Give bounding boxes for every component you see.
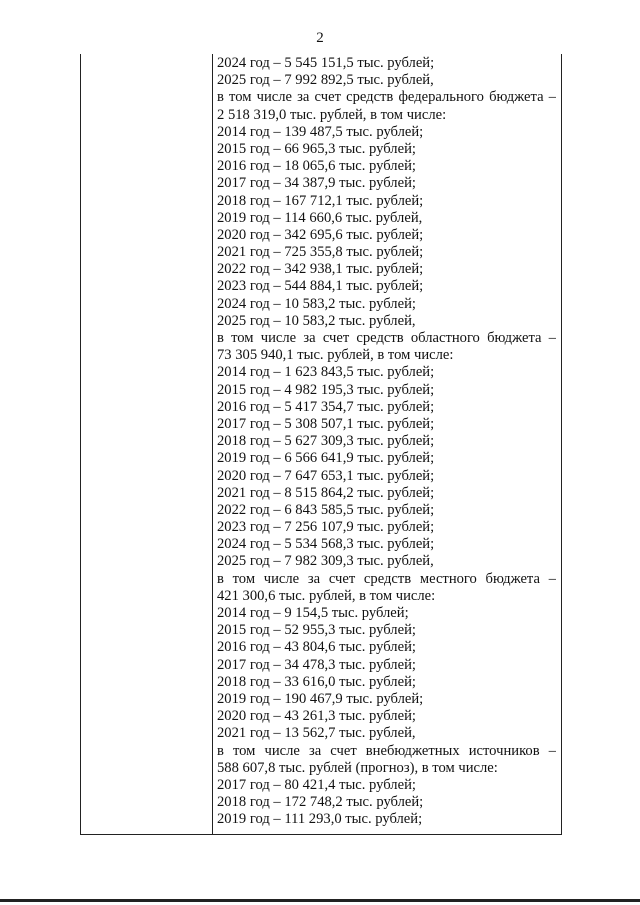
text-line: 2019 год – 6 566 641,9 тыс. рублей; bbox=[217, 450, 435, 467]
text-line: 2017 год – 80 421,4 тыс. рублей; bbox=[217, 776, 416, 793]
text-line: 2015 год – 4 982 195,3 тыс. рублей; bbox=[217, 381, 435, 398]
text-line: в том числе за счет средств областного бюджета – bbox=[217, 330, 556, 346]
text-line: 2020 год – 342 695,6 тыс. рублей; bbox=[217, 226, 424, 243]
text-line: 2025 год – 7 982 309,3 тыс. рублей, bbox=[217, 553, 434, 570]
text-line: 2015 год – 66 965,3 тыс. рублей; bbox=[217, 140, 416, 157]
text-line: 2016 год – 18 065,6 тыс. рублей; bbox=[217, 158, 416, 175]
text-line: 2014 год – 139 487,5 тыс. рублей; bbox=[217, 123, 424, 140]
text-line: 2024 год – 5 545 151,5 тыс. рублей; bbox=[217, 55, 435, 71]
text-line: 2018 год – 172 748,2 тыс. рублей; bbox=[217, 794, 424, 811]
text-line: 2 518 319,0 тыс. рублей, в том числе: bbox=[217, 106, 447, 123]
text-line: 2020 год – 7 647 653,1 тыс. рублей; bbox=[217, 467, 435, 484]
text-line: 2017 год – 34 478,3 тыс. рублей; bbox=[217, 656, 416, 673]
text-line: 421 300,6 тыс. рублей, в том числе: bbox=[217, 587, 436, 604]
text-line: 2018 год – 33 616,0 тыс. рублей; bbox=[217, 673, 416, 690]
text-line: 2023 год – 544 884,1 тыс. рублей; bbox=[217, 278, 424, 295]
text-line: 588 607,8 тыс. рублей (прогноз), в том числе: bbox=[217, 759, 498, 776]
text-line: в том числе за счет средств местного бюджета – bbox=[217, 570, 556, 587]
text-line: 2025 год – 10 583,2 тыс. рублей, bbox=[217, 312, 416, 329]
page-number: 2 bbox=[316, 30, 324, 46]
text-line: 2018 год – 5 627 309,3 тыс. рублей; bbox=[217, 433, 435, 450]
text-line: 2024 год – 5 534 568,3 тыс. рублей; bbox=[217, 536, 435, 553]
column-divider bbox=[212, 54, 213, 834]
text-line: 2021 год – 8 515 864,2 тыс. рублей; bbox=[217, 484, 435, 501]
text-line: 2014 год – 1 623 843,5 тыс. рублей; bbox=[217, 364, 435, 381]
text-line: 2015 год – 52 955,3 тыс. рублей; bbox=[217, 622, 416, 639]
text-line: 2024 год – 10 583,2 тыс. рублей; bbox=[217, 295, 416, 312]
text-line: в том числе за счет внебюджетных источников – bbox=[217, 742, 556, 759]
text-line: 2020 год – 43 261,3 тыс. рублей; bbox=[217, 708, 416, 725]
text-line: в том числе за счет средств федерального бюджета – bbox=[217, 89, 556, 106]
text-line: 2019 год – 114 660,6 тыс. рублей, bbox=[217, 209, 423, 226]
text-line: 2016 год – 43 804,6 тыс. рублей; bbox=[217, 639, 416, 656]
text-line: 2017 год – 5 308 507,1 тыс. рублей; bbox=[217, 415, 435, 432]
text-line: 2018 год – 167 712,1 тыс. рублей; bbox=[217, 192, 424, 209]
text-line: 2019 год – 190 467,9 тыс. рублей; bbox=[217, 690, 424, 707]
bottom-rule bbox=[0, 899, 640, 902]
text-line: 2014 год – 9 154,5 тыс. рублей; bbox=[217, 605, 409, 621]
text-line: 2025 год – 7 992 892,5 тыс. рублей, bbox=[217, 72, 434, 89]
text-line: 73 305 940,1 тыс. рублей, в том числе: bbox=[217, 347, 454, 364]
text-line: 2016 год – 5 417 354,7 тыс. рублей; bbox=[217, 398, 435, 415]
text-line: 2023 год – 7 256 107,9 тыс. рублей; bbox=[217, 519, 435, 536]
text-line: 2022 год – 342 938,1 тыс. рублей; bbox=[217, 261, 424, 278]
text-line: 2021 год – 725 355,8 тыс. рублей; bbox=[217, 244, 424, 261]
funding-lines bbox=[217, 55, 556, 828]
text-line: 2022 год – 6 843 585,5 тыс. рублей; bbox=[217, 501, 435, 518]
text-line: 2021 год – 13 562,7 тыс. рублей, bbox=[217, 725, 416, 742]
funding-table bbox=[80, 54, 562, 835]
text-line: 2019 год – 111 293,0 тыс. рублей; bbox=[217, 811, 423, 828]
text-line: 2017 год – 34 387,9 тыс. рублей; bbox=[217, 175, 416, 192]
